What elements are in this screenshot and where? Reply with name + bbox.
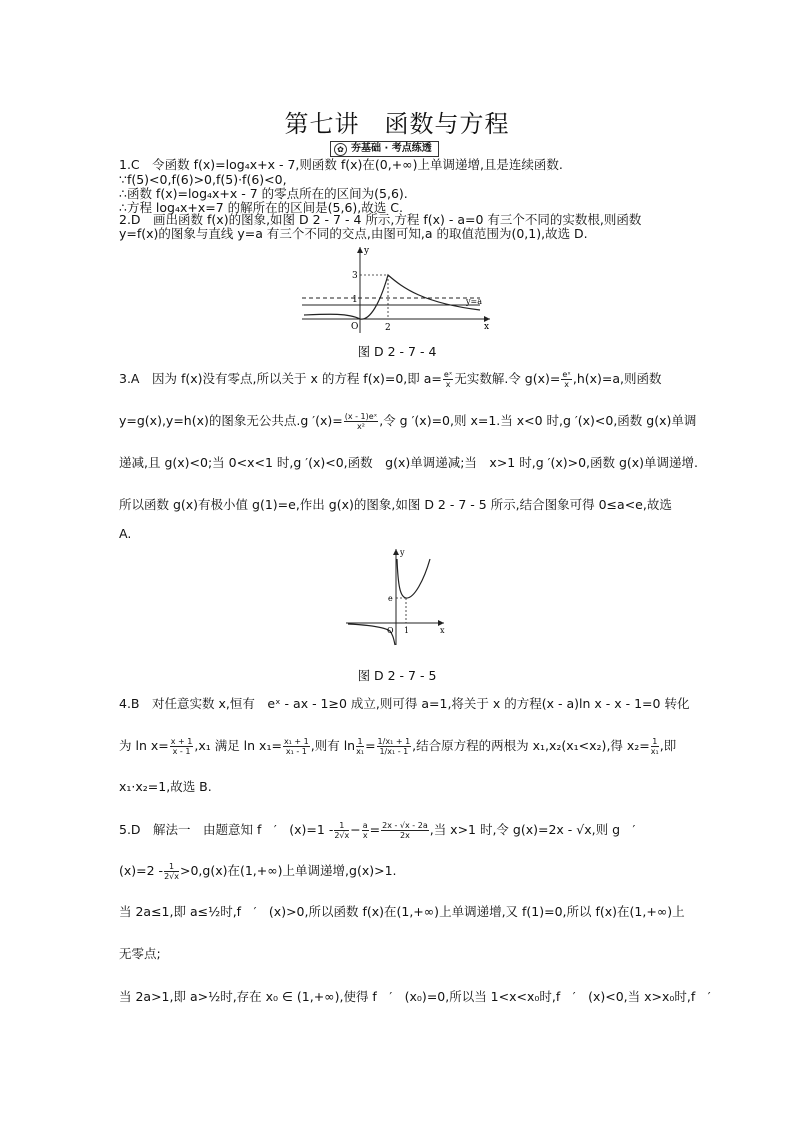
q4-fraction-3: $\frac{1}{\text{x₁}}$ bbox=[356, 737, 365, 756]
q3-line-4: 所以函数 g(x)有极小值 g(1)=e,作出 g(x)的图象,如图 D 2 - 7 - 5 所示,结合图象可得 0≤a<e,故选 bbox=[119, 497, 672, 512]
section-badge bbox=[330, 141, 439, 157]
page-title: 第七讲 函数与方程 bbox=[284, 110, 510, 138]
q3-line-2 bbox=[119, 412, 697, 431]
q4-line-2 bbox=[119, 737, 679, 756]
fig4-line-label: y=a bbox=[466, 297, 482, 306]
q5-line-3: 当 2a≤1,即 a≤½时,f ′ (x)>0,所以函数 f(x)在(1,+∞)上单调递增,又 f(1)=0,所以 f(x)在(1,+∞)上 bbox=[119, 904, 685, 919]
q3-line-5: A. bbox=[119, 526, 132, 541]
q2-line-1: 2.D 画出函数 f(x)的图象,如图 D 2 - 7 - 4 所示,方程 f(x) - a=0 有三个不同的实数根,则函数 bbox=[119, 212, 642, 227]
figure-caption-d2-7-4: 图 D 2 - 7 - 4 bbox=[357, 344, 437, 359]
fig4-x-label: x bbox=[484, 322, 490, 332]
fig5-tick-1: 1 bbox=[404, 626, 410, 635]
fig4-y-label: y bbox=[364, 246, 370, 256]
fig4-origin-label: O bbox=[351, 322, 359, 332]
q1-line-2: ∵f(5)<0,f(6)>0,f(5)·f(6)<0, bbox=[119, 172, 287, 187]
q4-line-2-text-d: = bbox=[365, 738, 376, 753]
q5-line-2-text-a: (x)=2 - bbox=[119, 863, 164, 878]
q4-line-1: 4.B 对任意实数 x,恒有 eˣ - ax - 1≥0 成立,则可得 a=1,将关于 x 的方程(x - a)ln x - x - 1=0 转化 bbox=[119, 696, 690, 711]
q3-line-1-text-b: 无实数解.令 g(x)= bbox=[454, 371, 561, 386]
fig5-e-label: e bbox=[388, 594, 393, 603]
q2-line-2: y=f(x)的图象与直线 y=a 有三个不同的交点,由图可知,a 的取值范围为(0,1),故选 D. bbox=[119, 226, 588, 241]
q5-line-1-text-d: ,当 x>1 时,令 g(x)=2x - √x,则 g ′ bbox=[429, 822, 636, 837]
q5-line-2-text-b: >0,g(x)在(1,+∞)上单调递增,g(x)>1. bbox=[179, 863, 397, 878]
q4-line-2-text-c: ,则有 ln bbox=[310, 738, 356, 753]
q5-line-1-text-a: 5.D 解法一 由题意知 f ′ (x)=1 - bbox=[119, 822, 334, 837]
q5-fraction-2: $\frac{a}{x}$ bbox=[362, 821, 368, 840]
q4-line-2-text-g: ,即 bbox=[659, 738, 677, 753]
q3-line-2-text-b: ,令 g ′(x)=0,则 x=1.当 x<0 时,g ′(x)<0,函数 g(x)单调 bbox=[379, 413, 697, 428]
figure-d2-7-4 bbox=[298, 243, 498, 335]
q5-line-2 bbox=[119, 862, 679, 881]
q3-line-3: 递减,且 g(x)<0;当 0<x<1 时,g ′(x)<0,函数 g(x)单调递减;当 x>1 时,g ′(x)>0,函数 g(x)单调递增. bbox=[119, 455, 699, 470]
figure-d2-7-5 bbox=[344, 545, 448, 647]
q4-line-2-text-b: ,x₁ 满足 ln x₁= bbox=[194, 738, 282, 753]
q3-fraction-3: $\frac{\text{(x - 1)eˣ}}{\text{x²}}$ bbox=[344, 412, 378, 431]
q1-line-3: ∴函数 f(x)=log₄x+x - 7 的零点所在的区间为(5,6). bbox=[119, 186, 408, 201]
q3-line-1-text-c: ,h(x)=a,则函数 bbox=[572, 371, 662, 386]
figure-caption-d2-7-5: 图 D 2 - 7 - 5 bbox=[357, 668, 437, 683]
q3-line-1 bbox=[119, 370, 679, 389]
q1-line-4: ∴方程 log₄x+x=7 的解所在的区间是(5,6),故选 C. bbox=[119, 200, 403, 215]
fig4-tick-1: 1 bbox=[352, 295, 358, 305]
q3-fraction-2: $\frac{\text{eˣ}}{x}$ bbox=[562, 370, 571, 389]
fig5-x-label: x bbox=[440, 626, 445, 635]
section-badge-label: 夯基础 · 考点练透 bbox=[351, 143, 432, 154]
q4-line-2-text-a: 为 ln x= bbox=[119, 738, 169, 753]
q5-fraction-3: $\frac{2x - √x - 2a}{2x}$ bbox=[382, 821, 428, 840]
q5-line-5: 当 2a>1,即 a>½时,存在 x₀ ∈ (1,+∞),使得 f ′ (x₀)=0,所以当 1<x<x₀时,f ′ (x)<0,当 x>x₀时,f ′ bbox=[119, 989, 711, 1004]
q5-line-1-text-c: = bbox=[369, 822, 381, 837]
fig5-y-label: y bbox=[400, 548, 405, 557]
q1-line-1: 1.C 令函数 f(x)=log₄x+x - 7,则函数 f(x)在(0,+∞)上单调递增,且是连续函数. bbox=[119, 157, 563, 172]
fig4-tick-3: 3 bbox=[352, 271, 358, 281]
q4-fraction-5: $\frac{1}{\text{x₁}}$ bbox=[650, 737, 659, 756]
q4-fraction-2: $\frac{\text{x₁ + 1}}{\text{x₁ - 1}}$ bbox=[283, 737, 309, 756]
q3-line-1-text-a: 3.A 因为 f(x)没有零点,所以关于 x 的方程 f(x)=0,即 a= bbox=[119, 371, 442, 386]
lightbulb-icon: ✿ bbox=[334, 143, 347, 156]
fig4-tick-2: 2 bbox=[385, 323, 391, 333]
q3-line-2-text-a: y=g(x),y=h(x)的图象无公共点.g ′(x)= bbox=[119, 413, 343, 428]
q5-fraction-4: $\frac{1}{2√x}$ bbox=[164, 862, 179, 881]
q4-line-2-text-e: ,结合原方程的两根为 x₁,x₂(x₁<x₂),得 x₂= bbox=[412, 738, 650, 753]
q3-fraction-1: $\frac{\text{eˣ}}{x}$ bbox=[443, 370, 453, 389]
q5-fraction-1: $\frac{1}{2√x}$ bbox=[334, 821, 350, 840]
q5-line-4: 无零点; bbox=[119, 946, 161, 961]
q5-line-1-text-b: − bbox=[350, 822, 361, 837]
q5-line-1 bbox=[119, 821, 679, 840]
q4-line-3: x₁·x₂=1,故选 B. bbox=[119, 779, 212, 794]
q4-fraction-4: $\frac{\text{1/x₁ + 1}}{\text{1/x₁ - 1}}$ bbox=[377, 737, 411, 756]
fig5-origin-label: O bbox=[387, 626, 394, 635]
q4-fraction-1: $\frac{x + 1}{x - 1}$ bbox=[170, 737, 193, 756]
